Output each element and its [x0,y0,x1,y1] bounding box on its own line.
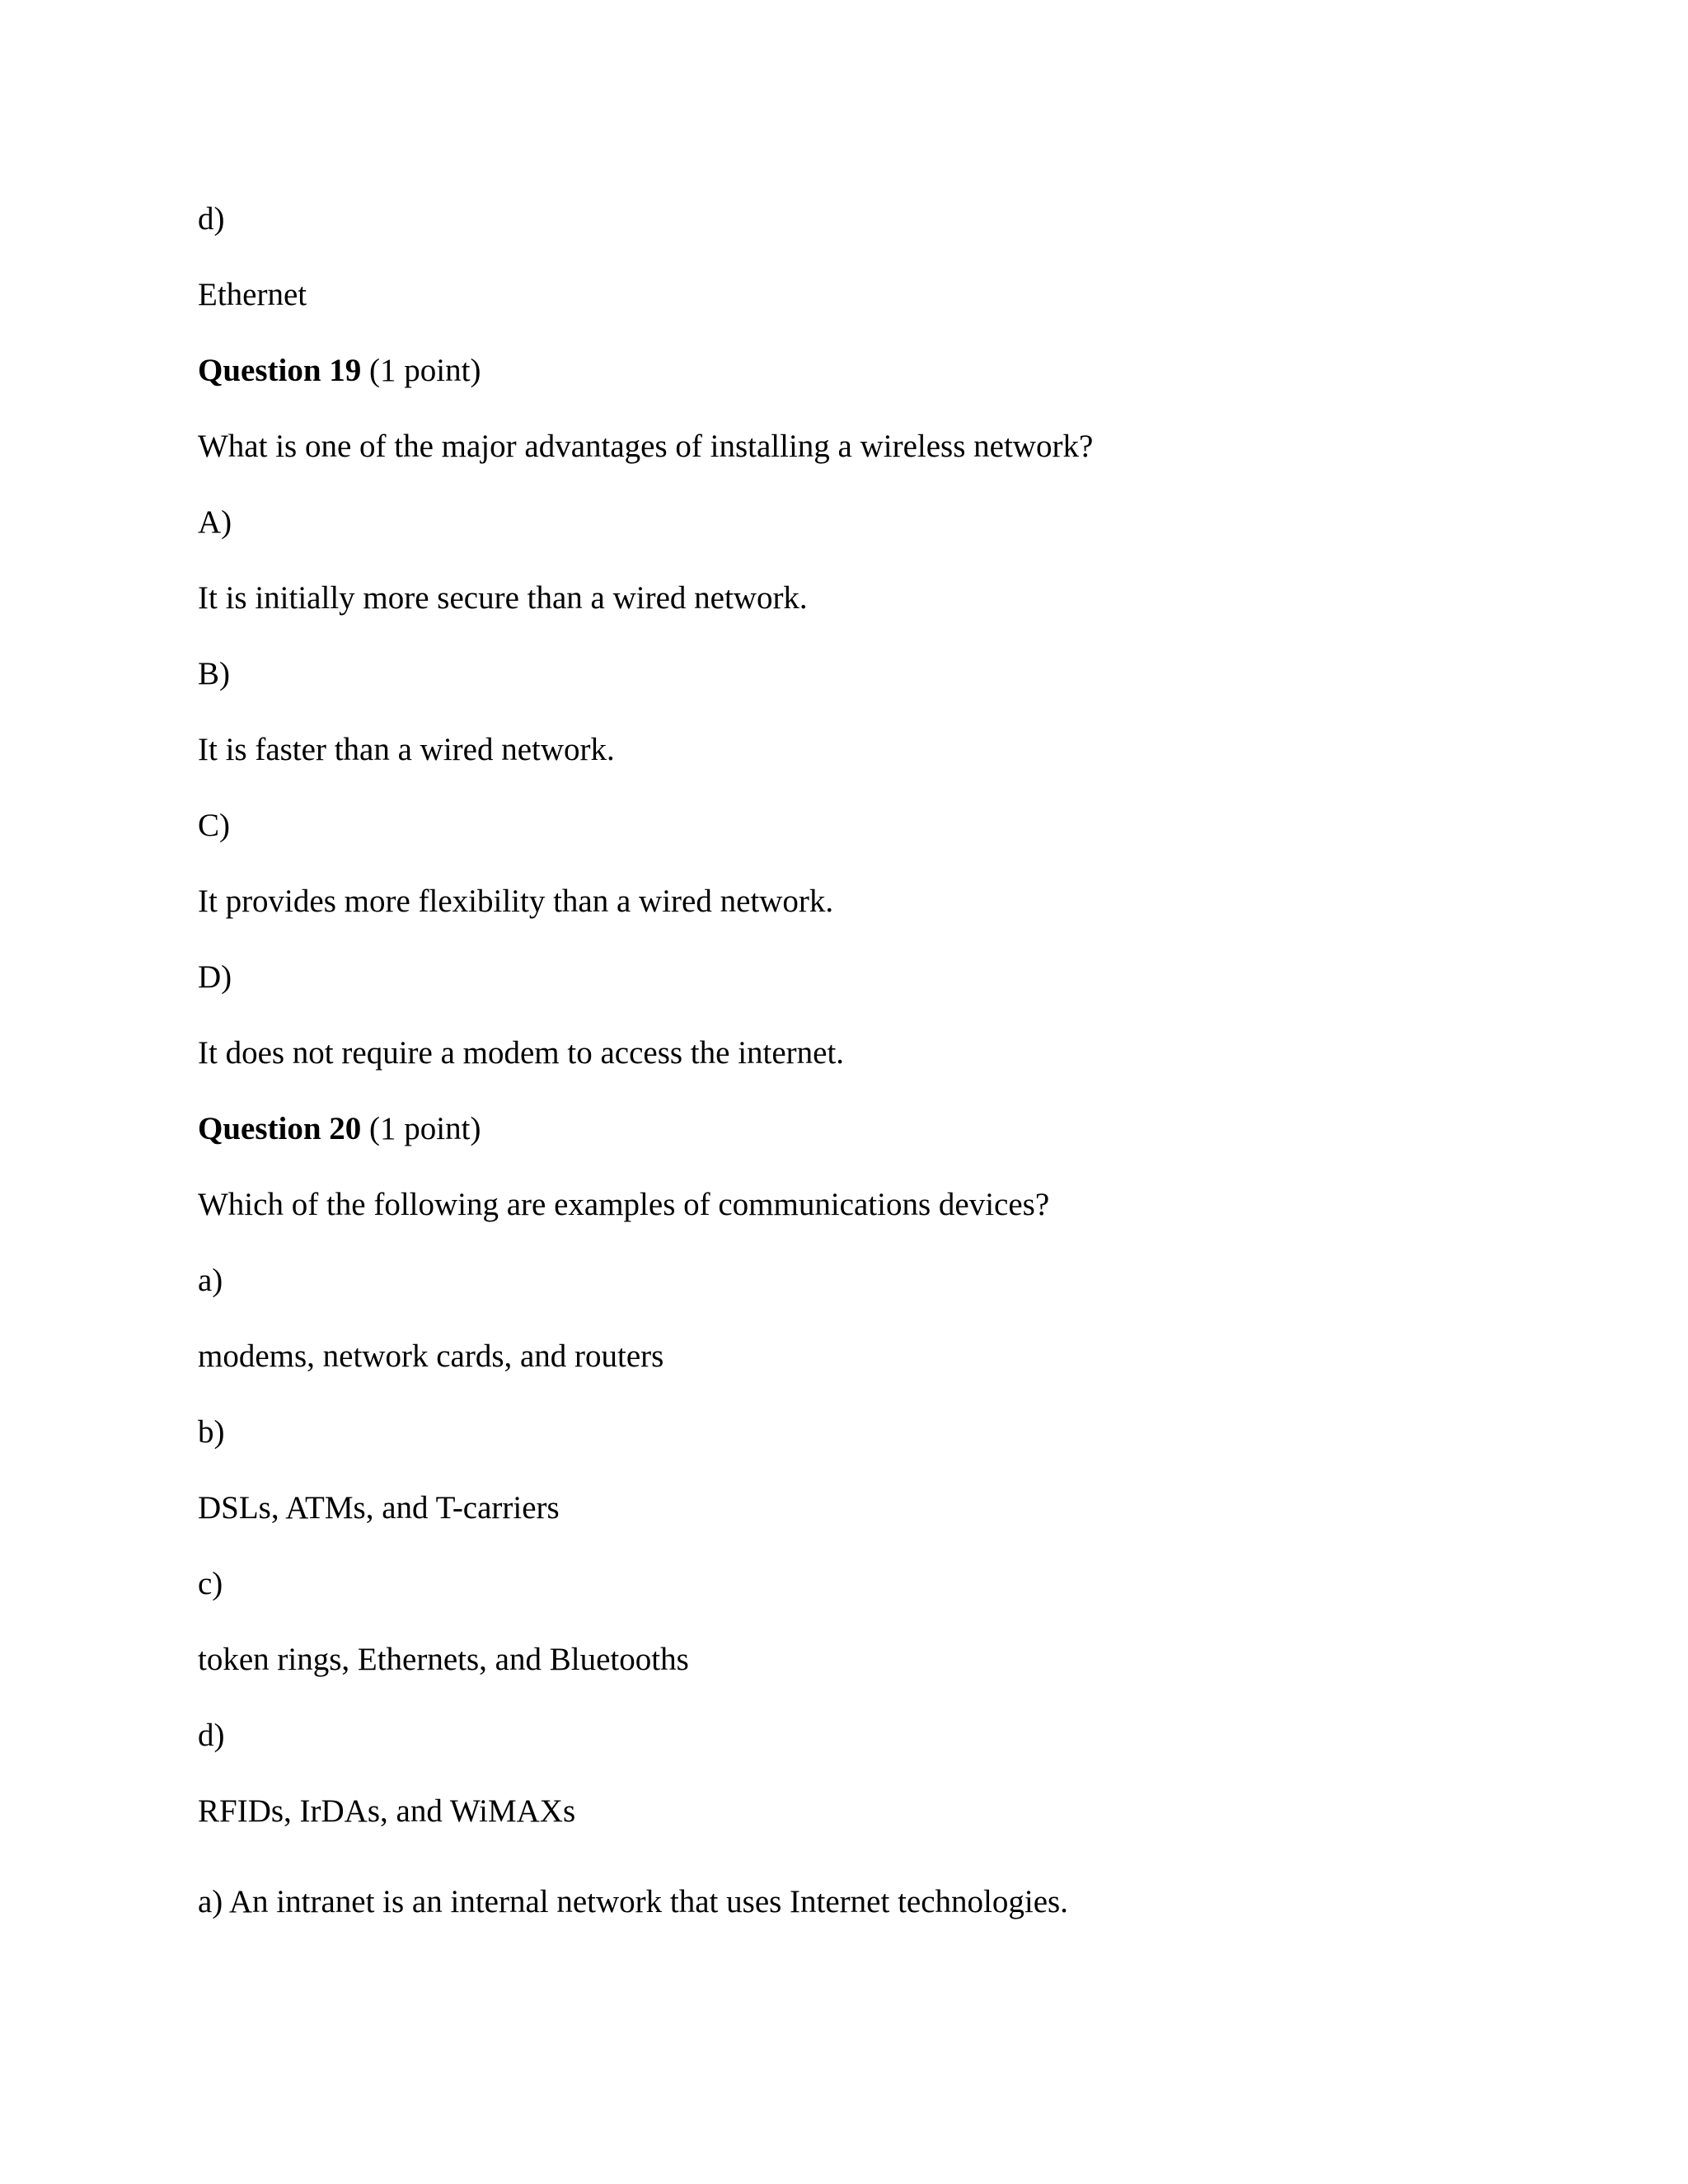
q20-option-d-label: d) [198,1718,225,1753]
question-20-heading [198,1113,481,1145]
q20-option-a-label: a) [198,1263,223,1298]
question-19-points: (1 point) [361,353,481,388]
q19-option-a-label: A) [198,504,232,540]
q20-option-b-text: DSLs, ATMs, and T-carriers [198,1490,560,1526]
q20-option-d-text: RFIDs, IrDAs, and WiMAXs [198,1793,576,1829]
q20-option-a-text: modems, network cards, and routers [198,1338,664,1374]
q20-option-c-label: c) [198,1566,223,1601]
prev-option-text: Ethernet [198,277,307,312]
q20-option-c-text: token rings, Ethernets, and Bluetooths [198,1642,689,1677]
q19-option-a-text: It is initially more secure than a wired network. [198,580,808,616]
q19-option-c-label: C) [198,808,230,843]
q19-option-b-text: It is faster than a wired network. [198,732,615,767]
q19-option-b-label: B) [198,656,230,691]
question-20-text: Which of the following are examples of communications devices? [198,1187,1050,1222]
q19-option-d-text: It does not require a modem to access the internet. [198,1035,845,1071]
question-20-points: (1 point) [361,1111,481,1146]
prev-option-label: d) [198,201,225,237]
question-19-heading [198,354,481,387]
question-20-number: Question 20 [198,1111,362,1146]
question-19-text: What is one of the major advantages of installing a wireless network? [198,429,1094,464]
footer-note: a) An intranet is an internal network that uses Internet technologies. [198,1884,1068,1919]
q19-option-c-text: It provides more flexibility than a wired network. [198,883,834,919]
question-19-number: Question 19 [198,353,362,388]
q19-option-d-label: D) [198,959,232,995]
q20-option-b-label: b) [198,1414,225,1450]
